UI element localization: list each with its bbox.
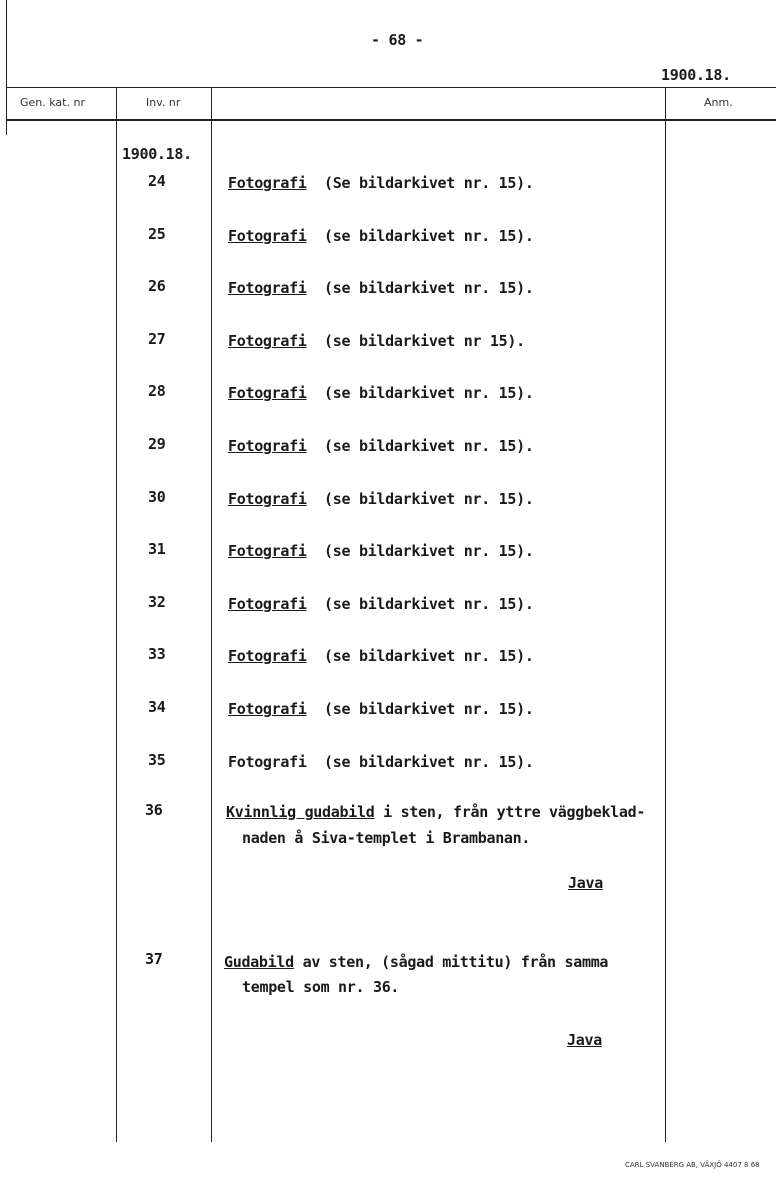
col-header-anm: Anm.: [704, 96, 733, 109]
entry-reference: (se bildarkivet nr. 15).: [324, 437, 534, 455]
entry-label: Fotografi: [228, 542, 307, 560]
entry-label: Fotografi: [228, 595, 307, 613]
entry-number: 31: [148, 540, 166, 558]
section-label: 1900.18.: [122, 145, 192, 163]
entry-description: [228, 490, 534, 508]
entry-36-line2: naden å Siva-templet i Brambanan.: [242, 829, 531, 847]
entry-number: 34: [148, 698, 166, 716]
entry-description: [228, 700, 534, 718]
entry-label: Fotografi: [228, 647, 307, 665]
entry-37-line1-rest: av sten, (sågad mittitu) från samma: [293, 953, 609, 971]
col-rule-3: [665, 87, 666, 1142]
entry-number: 28: [148, 382, 166, 400]
entry-description: [228, 174, 534, 192]
entry-37-place: Java: [567, 1031, 602, 1049]
entry-36-label: Kvinnlig gudabild: [226, 803, 375, 821]
entry-number: 32: [148, 593, 166, 611]
entry-label: Fotografi: [228, 174, 307, 192]
entry-description: [228, 647, 534, 665]
entry-description: [228, 227, 534, 245]
entry-36-line1-rest: i sten, från yttre väggbeklad-: [374, 803, 646, 821]
entry-reference: (se bildarkivet nr. 15).: [324, 279, 534, 297]
entry-36-place: Java: [568, 874, 603, 892]
entry-description: [228, 332, 525, 350]
entry-description: [228, 384, 534, 402]
entry-description: [228, 279, 534, 297]
entry-reference: (se bildarkivet nr. 15).: [324, 384, 534, 402]
entry-reference: (se bildarkivet nr. 15).: [324, 595, 534, 613]
entry-description: [228, 542, 534, 560]
entry-37-number: 37: [145, 950, 163, 968]
entry-label: Fotografi: [228, 279, 307, 297]
header-year: 1900.18.: [661, 66, 731, 84]
col-rule-1: [116, 87, 117, 1142]
printer-footer: CARL SVANBERG AB, VÄXJÖ 4407 8 68: [625, 1161, 760, 1169]
entry-reference: (se bildarkivet nr. 15).: [324, 490, 534, 508]
col-header-inv: Inv. nr: [146, 96, 181, 109]
entry-number: 26: [148, 277, 166, 295]
entry-number: 30: [148, 488, 166, 506]
entry-reference: (se bildarkivet nr. 15).: [324, 647, 534, 665]
entry-label: Fotografi: [228, 490, 307, 508]
entry-reference: (se bildarkivet nr 15).: [324, 332, 525, 350]
entry-label: Fotografi: [228, 753, 307, 771]
page-number: - 68 -: [371, 31, 424, 49]
col-header-gen-kat: Gen. kat. nr: [20, 96, 85, 109]
entry-reference: (se bildarkivet nr. 15).: [324, 227, 534, 245]
entry-36-number: 36: [145, 801, 163, 819]
entry-description: [228, 753, 534, 771]
entry-label: Fotografi: [228, 437, 307, 455]
entry-label: Fotografi: [228, 332, 307, 350]
entry-reference: (se bildarkivet nr. 15).: [324, 753, 534, 771]
entry-number: 29: [148, 435, 166, 453]
entry-37-line1: [224, 953, 608, 971]
entry-label: Fotografi: [228, 700, 307, 718]
entry-number: 27: [148, 330, 166, 348]
entry-36-line1: [226, 803, 645, 821]
entry-reference: (Se bildarkivet nr. 15).: [324, 174, 534, 192]
col-rule-2: [211, 87, 212, 1142]
left-margin-rule: [6, 0, 7, 135]
entry-number: 25: [148, 225, 166, 243]
entry-number: 33: [148, 645, 166, 663]
entry-label: Fotografi: [228, 227, 307, 245]
entry-reference: (se bildarkivet nr. 15).: [324, 542, 534, 560]
entry-37-label: Gudabild: [224, 953, 294, 971]
header-bottom-rule: [6, 119, 776, 121]
entry-description: [228, 595, 534, 613]
entry-number: 24: [148, 172, 166, 190]
header-top-rule: [6, 87, 776, 88]
entry-number: 35: [148, 751, 166, 769]
entry-37-line2: tempel som nr. 36.: [242, 978, 400, 996]
entry-reference: (se bildarkivet nr. 15).: [324, 700, 534, 718]
entry-label: Fotografi: [228, 384, 307, 402]
entry-description: [228, 437, 534, 455]
